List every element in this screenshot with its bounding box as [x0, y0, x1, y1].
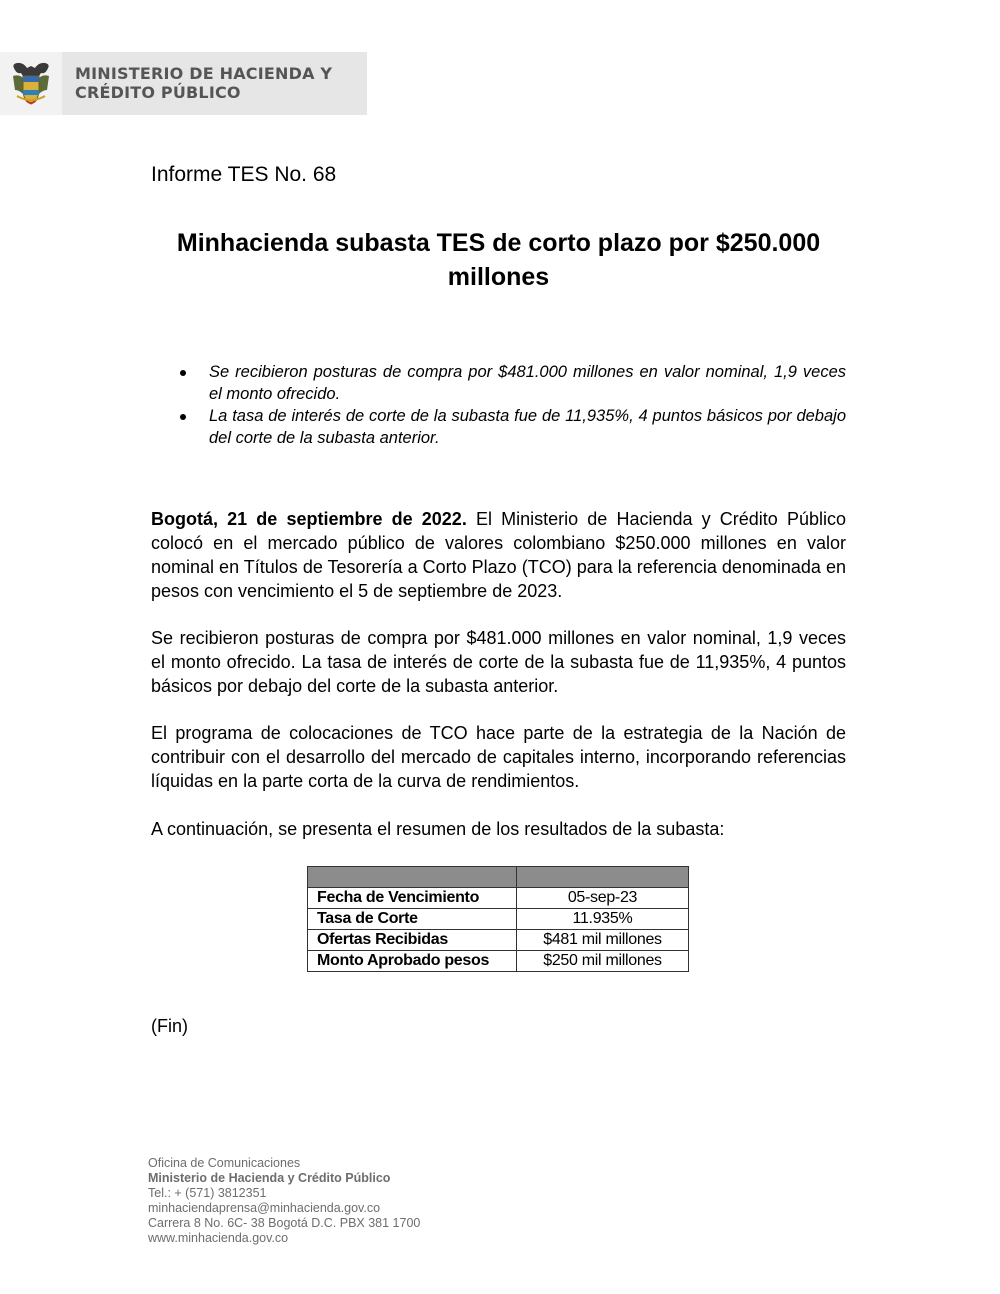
highlight-text: Se recibieron posturas de compra por $481.000 millones en valor nominal, 1,9 veces el monto ofrecido. [209, 363, 846, 403]
dateline: Bogotá, 21 de septiembre de 2022. [151, 509, 467, 529]
ministry-name-line2: CRÉDITO PÚBLICO [75, 83, 241, 102]
footer-email: minhaciendaprensa@minhacienda.gov.co [148, 1201, 381, 1215]
table-header-row [308, 867, 689, 888]
footer-contact [148, 1156, 420, 1246]
ministry-header [0, 52, 367, 115]
row-label: Tasa de Corte [308, 909, 517, 930]
table-row [308, 909, 689, 930]
table-row [308, 951, 689, 972]
bullet-icon [180, 414, 186, 420]
ministry-name-line1: MINISTERIO DE HACIENDA Y [75, 64, 333, 83]
ministry-name [75, 64, 365, 102]
highlight-text: La tasa de interés de corte de la subasta fue de 11,935%, 4 puntos básicos por debajo del corte de la subasta anterior. [209, 407, 846, 447]
results-table [307, 866, 689, 972]
row-label: Monto Aprobado pesos [308, 951, 517, 972]
page-title: Minhacienda subasta TES de corto plazo por $250.000 millones [176, 229, 821, 291]
table-row [308, 930, 689, 951]
footer-office: Oficina de Comunicaciones [148, 1156, 301, 1170]
colombia-coat-of-arms-icon [9, 60, 53, 108]
paragraph-intro-text: El Ministerio de Hacienda y Crédito Público colocó en el mercado público de valores colombiano $250.000 millones en valor nominal en Títulos de Tesorería a Corto Plazo (TCO) para la referencia denominada en pesos con vencimiento el 5 de septiembre de 2023. [151, 509, 846, 601]
bullet-icon [180, 370, 186, 376]
list-item [151, 405, 846, 449]
list-item [151, 361, 846, 405]
row-label: Fecha de Vencimiento [308, 888, 517, 909]
row-value: $250 mil millones [517, 951, 689, 972]
paragraph-summary-intro: A continuación, se presenta el resumen de los resultados de la subasta: [151, 819, 725, 839]
logo-container [0, 52, 62, 115]
report-number: Informe TES No. 68 [151, 163, 337, 186]
row-label: Ofertas Recibidas [308, 930, 517, 951]
end-marker: (Fin) [151, 1016, 188, 1036]
row-value: 11.935% [517, 909, 689, 930]
highlights-list [151, 361, 846, 449]
footer-address: Carrera 8 No. 6C- 38 Bogotá D.C. PBX 381 1700 [148, 1216, 421, 1230]
row-value: 05-sep-23 [517, 888, 689, 909]
paragraph-bids: Se recibieron posturas de compra por $481.000 millones en valor nominal, 1,9 veces el monto ofrecido. La tasa de interés de corte de la subasta fue de 11,935%, 4 puntos básicos por debajo del corte de la subasta anterior. [151, 628, 846, 696]
paragraph-intro [151, 507, 846, 603]
footer-website: www.minhacienda.gov.co [148, 1231, 289, 1245]
footer-ministry: Ministerio de Hacienda y Crédito Público [148, 1171, 391, 1185]
footer-phone: Tel.: + (571) 3812351 [148, 1186, 267, 1200]
table-row [308, 888, 689, 909]
paragraph-program: El programa de colocaciones de TCO hace parte de la estrategia de la Nación de contribuir con el desarrollo del mercado de capitales interno, incorporando referencias líquidas en la parte corta de la curva de rendimientos. [151, 723, 846, 791]
row-value: $481 mil millones [517, 930, 689, 951]
